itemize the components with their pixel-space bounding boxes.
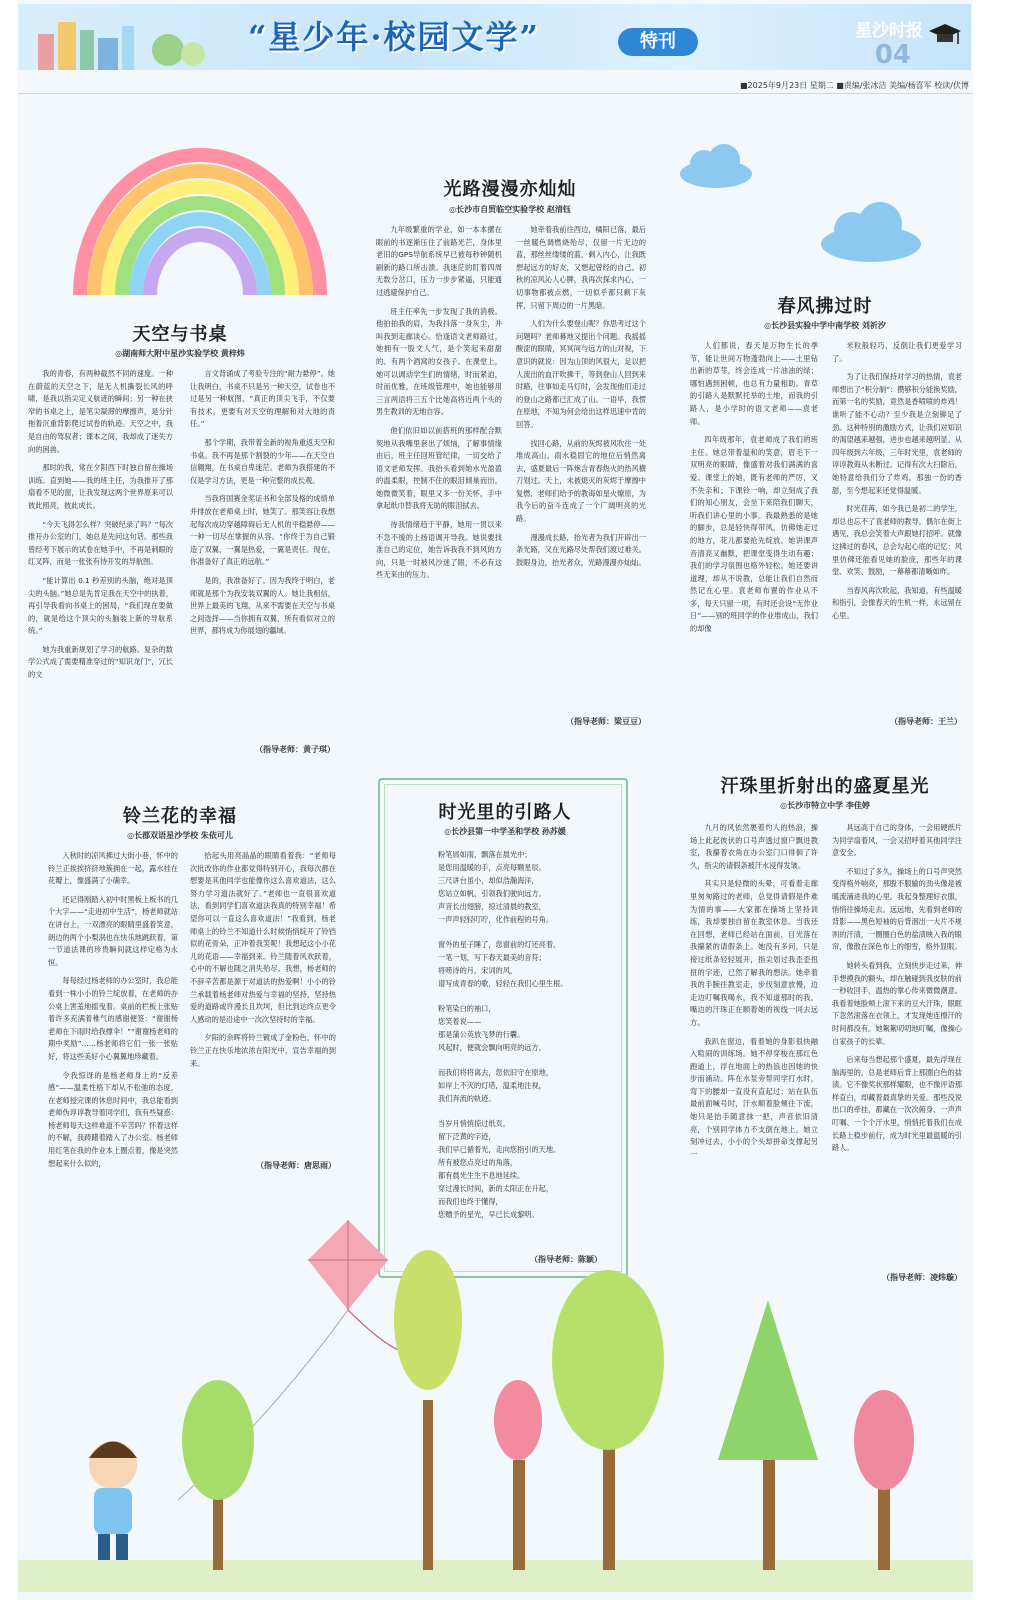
city-skyline-icon	[18, 16, 218, 70]
article-byline: ◎湖南师大附中星沙实验学校 黄梓炜	[115, 349, 245, 358]
poem-line: 都有晨光生生不息地延续。	[438, 1171, 525, 1180]
paragraph: 她转头看到我，立刻快步走过来，伸手想摸我的额头，却在触碰到我皮肤的前一秒收回手，温热的掌心传来微微潮意。我看着她脸颊上滚下来的豆大汗珠，眼眶下忽然滚落在衣领上，才发现她连擦汗的时间都没有。她絮絮叨叨地叮嘱，像操心自家孩子的长辈。	[832, 960, 962, 1046]
article-title: 汗珠里折射出的盛夏星光	[720, 776, 930, 797]
article-title: 时光里的引路人	[438, 802, 572, 823]
paragraph: “能计算出 0.1 秒差别的头脑，绝对是顶尖的头脑。”她总是先肯定我在天空中的执着，再引导我看向书桌上的困局，“我们现在要做的，就是给这个顶尖的头脑装上新的导航系统。”	[28, 575, 173, 636]
paragraph: 是的，我准备好了。因为我终于明白，老师就是那个为我安装双翼的人。她让我相信，世界上最美的飞翔，从来不需要在天空与书桌之间选择——当你拥有双翼，所有看似对立的世界，都将成为你展翅的疆域。	[190, 575, 335, 636]
poem-line: 三尺讲台虽小，却似浩瀚海洋，	[438, 876, 539, 885]
poem-line: 风起时，便就会飘向明亮的远方。	[438, 1043, 546, 1052]
paragraph: “今天飞得怎么样？突破纪录了吗？”每次推开办公室的门，她总是先问这句话。那些我曾经考下展示的试卷在她手中，不再是刺眼的红叉阵，而是一张张有待开发的导航图。	[28, 519, 173, 567]
article-column	[690, 340, 818, 736]
masthead-title: “星少年·校园文学”	[248, 18, 540, 56]
paragraph: 那时的我，常在夕阳西下时独自留在操场训练。直到她——我的班主任，为我推开了那扇看不见的窗，让我发现这两个世界原来可以彼此照亮，彼此成长。	[28, 463, 173, 510]
paragraph: 还记得刚踏入初中时黑板上板书的几个大字——“走进初中生活”，杨老师就站在讲台上，一双漂亮的眼睛里盛着笑意，朗边的两个小梨涡也在快乐地跳跃着，第一节道法课的珍贵瞬间就这样定格为永恒。	[48, 894, 178, 967]
tree-icon	[494, 1380, 542, 1570]
tree-icon	[854, 1390, 914, 1570]
graduation-cap-icon	[927, 18, 963, 54]
paragraph: 找回心路，从前的灰烬被风吹往一处堆成高山。雨水稳固它的地位后悄然离去，盛夏最后一阵炮含青春热火的热风横刀划过。天上，未被熄灭的灰烬于摩擦中复燃，老师们给予的教诲如星火燎原，为我今后的奋斗连成了一个广阔明亮的光路。	[516, 438, 646, 524]
paper-name: 星沙时报	[855, 21, 923, 41]
poem-line: 粉笔屑如雨，飘落在晨光中；	[438, 850, 532, 859]
poem-line: 而我们也终于懂得，	[438, 1197, 503, 1206]
paragraph: 漫漫成长路，抬光者为我们开辟出一条光路，又在光路尽处帮我们渡过难关。鼓眼身边，抬光者众，光路漫漫亦灿灿。	[516, 532, 646, 567]
poem-line: 您笑着说——	[438, 1017, 482, 1026]
poem-line: 当岁月悄悄掠过纸页，	[438, 1119, 510, 1128]
divider-line	[18, 93, 973, 94]
paragraph: 夕阳的余晖将铃兰镀成了金粉色，怀中的铃兰正在快乐地浓浓在阳光中，宣告幸福的到来。	[190, 1033, 336, 1068]
poem-line: 一笔一划，写下春天最美的音符；	[438, 953, 546, 962]
paragraph: 每每经过杨老师的办公室时，我总能看到一株小小的铃兰绽放着，在老师的办公桌上害羞地摇曳着。桌前的栏板上张贴着许多充满着稚气的感谢便签：“谢谢杨老师在下雨时给我撑伞！”“谢谢杨老师的期中奖励”……杨老师将它们一张一张贴好，将这些美好小心翼翼地珍藏着。	[48, 976, 178, 1061]
poem-line: 是您用温暖的手，点亮每颗星辰。	[438, 863, 546, 872]
article-byline: ◎长郡双语星沙学校 朱依可儿	[127, 831, 233, 840]
poem-line: 窗外的星子睡了，您窗前的灯还亮着，	[438, 940, 561, 949]
paragraph: 我趴在窗边，看着她的身影很快融入喧闹的训练场。她不停穿梭在那红色跑道上，浮在地面上的热浪也因她的快步而涌动。阵在水泵旁帮同学打水时，弯下的腰却一直没有直起过；站在队伍最前面喊号时，汗水顺着脸颊往下流，她只是抬手随意抹一把，声音依旧清亮，个别同学体力不支倒在地上，她立刻冲过去，小小的个头却拼命支撑起另一	[690, 1036, 818, 1159]
paragraph: 言文背诵成了考验专注的“耐力悬停”。她让我明白，书桌不只是另一种天空，试卷也不过是另一种航图，“真正的顶尖飞手，不仅要有技术，更要有对天空的理解和对大地的责任。”	[190, 369, 335, 429]
cloud-icon	[676, 140, 756, 190]
bottom-illustration	[18, 1200, 973, 1592]
dateline: ■2025年9月23日 星期二 ■责编/张冰洁 美编/杨喜军 校读/伏博	[740, 81, 970, 90]
paragraph: 不知过了多久，操场上的口号声突然变得格外响亮，那股不服输的劲头像是被暖流涌进我的心里。我起身整理好衣服，悄悄往操场走去。远远地，先看到老师的背影——黑色短袖的后背洇出一大片不规则的汗渍，一圈圈白色的盐渍映入我的眼帘，像散在深色布上的细雪，格外显眼。	[832, 866, 962, 952]
paragraph: 时光荏苒，如今我已是初二的学生，却总也忘不了袁老师的教导。偶尔在街上遇见，我总会笑着大声跟她打招呼。就像这拂过的春风，总会勾起心底的记忆：风里仿佛还能看见她的脸庞，那些年的课堂、欢笑、鼓励，一幕幕都清晰如昨。	[832, 504, 962, 577]
poem-stanza	[438, 938, 608, 990]
paragraph: 米粒般轻巧，反倒让我们更爱学习了。	[832, 341, 962, 363]
article-title: 天空与书桌	[132, 324, 228, 345]
poem-line: 谱写成青春的歌，轻轻在我们心里生根。	[438, 979, 568, 988]
poem-line: 一声声轻轻叮咛，化作前程的号角。	[438, 915, 554, 924]
article-column	[28, 368, 173, 758]
paragraph: 后来每当想起那个盛夏，最先浮现在脑海里的，总是老师后背上那圈白色的盐渍。它不像奖状那样耀眼，也不像评语那样直白，却藏着最真挚的关爱。那些没说出口的牵挂，都藏在一次次俯身、一声声叮嘱、一个个汗水里，悄悄托着我们在成长路上稳步前行，成为时光里最温暖的引路人。	[832, 1055, 962, 1153]
article-column	[190, 368, 335, 738]
article-byline: ◎长沙市特立中学 李佳婷	[780, 801, 870, 810]
paragraph: 他们依旧如以前搭班的那样配合默契地从我嘴里套出了烦恼，了解事情缘由后，班主任回班管纪律，一切交给了语文老师发挥。我抬头看到她水光盈盈的温柔眼，控制不住的眼泪倾巢而出，她微微笑着，眼里又多一份关怀，手中拿起纸巾替我将无助的眼泪拭去。	[376, 425, 502, 511]
rainbow-icon	[70, 130, 330, 300]
article-byline: ◎长沙市自贸临空实验学校 赵清钰	[449, 205, 571, 214]
poem-line: 粉笔染白的袖口，	[438, 1004, 496, 1013]
boy-icon	[89, 1441, 137, 1560]
paragraph: 人们都说，春天是万物生长的季节，能让世间万物蓬勃向上——土里钻出新的草芽，终会连成一片油油的绿；哪怕遇到困顿，也总有力量相助。青草的引路人是默默托举的土地，而我的引路人，是小学时的语文老师——袁老师。	[690, 341, 818, 426]
teacher-credit: （指导老师：梁豆豆）	[566, 717, 646, 726]
paragraph: 为了让我们保持对学习的热情，袁老师想出了“积分制”：攒够积分能换奖励，而第一名的奖励，竟然是香喷喷的炸鸡！谁听了能不心动？至少我是立刻铆足了劲。这种特别的激励方式，让我们对知识的渴望越来越强，进步也越来越明显。从四年级到六年级，三年时光里，袁老师的谆谆教诲从未断过。记得有次大扫除后，她特意给我们分了炸鸡，那独一份的香甜，至今想起来还觉得温暖。	[832, 372, 962, 495]
poem-stanza	[438, 848, 608, 926]
teacher-credit: （指导老师：凌炜璇）	[882, 1273, 962, 1282]
article-column	[190, 850, 336, 1150]
poem-line: 而我们将将离去，您依旧守在原地，	[438, 1068, 554, 1077]
paragraph: 班主任率先一步发现了我的消极。他拍拍我的肩，为我抖落一身灰尘，并叫我到走廊谈心。恰逢语文老师路过，她拥有一股文人气，是个笑起来甜甜的、有两个酒窝的女孩子。在课堂上，她可以调动学生们的情绪，时而紧迫，时而优雅，在班级管理中，她也能够用三言两语将三五个比她高将近两个头的男生教训的无地自容。	[376, 306, 502, 417]
poem-line: 将唠诗的月，宋词的风，	[438, 966, 518, 975]
article-column	[516, 224, 646, 710]
paragraph: 令我惊讶的是杨老师身上的“反差感”——温柔性格下却从不松弛的态度，在老师授完课的休息时间中，我总能看到老师伪谆谆教导着同学们，我有些疑惑：杨老师每天这样难道不辛苦吗？怀着这样的不解，我踌躇着踏入了办公室。杨老师用红笔在我的作业本上圈点着，像是突然想起来什么似的，	[48, 1070, 178, 1168]
article-column	[376, 224, 502, 724]
poem-line: 留下泛黄的字迹，	[438, 1132, 496, 1141]
article-title: 春风拂过时	[777, 296, 873, 317]
poem-line: 声音长出翅膀，掠过清晨的教室，	[438, 902, 546, 911]
poem-stanza	[438, 1002, 608, 1054]
paragraph: 九年级繁重的学业，如一本本摞在眼前的书逐渐压住了前路光芒，身体里老旧的GPS导航系统早已被每秒钟随机刷新的路口所击溃。我迷茫的盯着四周无数分岔口，压力一步步紧逼，只能通过逃避保护自己。	[376, 225, 502, 297]
poem-line: 如岸上不灭的灯塔，温柔地注视，	[438, 1081, 546, 1090]
paragraph: 具远高于自己的身体，一会用硬纸片为同学扇着风，一会又招呼着其他同学注意安全。	[832, 823, 962, 858]
tree-icon	[552, 1270, 664, 1570]
tree-icon	[718, 1300, 818, 1570]
paragraph: 她为我重新规划了学习的航路。复杂的数学公式成了需要精准穿过的“知识龙门”，冗长的文	[28, 644, 173, 680]
paragraph: 其实只是轻微的头晕，可看着走廊里匆匆路过的老师，总觉得请假是件难为情的事——大家都在操场上坚持训练，我却要独自留在教室休息。当我还在回想，老师已经站在面前，目光落在我攥紧的请假条上。她没有多问，只是接过纸条轻轻展开，指尖划过我歪歪扭扭的字迹，已然了解我的想法。她牵着我的手腕往教室走，步伐刻意放慢，边走边叮嘱我喝水，我不知道那时的我，嘴边的汗珠正在顺着她的视线一同去远方。	[690, 879, 818, 1027]
teacher-credit: （指导老师：唐思雨）	[256, 1161, 336, 1170]
special-badge: 特刊	[618, 28, 698, 56]
paragraph: 当我将国赛金奖证书和全部及格的成绩单并排放在老师桌上时，她笑了。那笑容让我想起每次成功穿越障碍后无人机的平稳悬停——一种一切尽在掌握的从容。“你终于为自己锻造了双翼，一翼是热爱，一翼是责任。现在，你准备好了真正的远航。”	[190, 494, 335, 567]
teacher-credit: （指导老师：王兰）	[890, 717, 962, 726]
poem-line: 穿过漫长时间，新的太阳正在升起，	[438, 1184, 554, 1193]
paragraph: 她牵着我前往西边，橘阳已落，最后一丝暖色调燃烧殆尽，仅留一片无边的蓝，那丝丝缕缕的蓝，剩入内心，让我既想起远方的好友，又想起曾经的自己。初秋的凉风沁人心脾，我再次探求内心，一切事物都被点燃，一切似乎都只剩下灰挥，只留下周边的一片黑暗。	[516, 225, 646, 310]
article-column	[832, 340, 962, 710]
paragraph: 入秋时的凉风拂过大街小巷，怀中的铃兰正挨挨挤挤地簇拥在一起，露水挂在花瓣上，像盛满了小确幸。	[48, 851, 178, 886]
article-title: 铃兰花的幸福	[123, 806, 237, 827]
cloud-icon	[816, 196, 926, 266]
poem-line: 我们早已循着光，走向您指引的天地。	[438, 1145, 561, 1154]
teacher-credit: （指导老师：陈颖）	[530, 1255, 602, 1264]
article-column	[48, 850, 178, 1250]
poem-stanza	[438, 1066, 608, 1105]
paragraph: 拾起头用亮晶晶的眼睛看着我：“老师每次批改你的作业都觉得特别开心，我每次都在想要是其他同学也能像你这么喜欢道法，这么努力学习道法就好了。”老师也一直很喜欢道法，看到同学们喜欢道法我真的特别幸福！希望你可以一直这么喜欢道法！”我看到，杨老师桌上的铃兰不知道什么时候悄悄绽开了铃铛似的花骨朵，正冲着我笑呢！我想起这小小花儿的花语——幸福到来。铃兰随着风欢跃着，心中的不解也随之消失殆尽。我想，杨老师的不辞辛苦都是源于对道法的热爱啊！小小的铃兰承载着杨老师对热爱与幸福的坚持，坚持热爱的道路或许漫长且坎坷，但比到达终点更令人感动的是沿途中一次次坚持时的幸福。	[190, 851, 336, 1024]
poem-line: 您站立如帆，引领我们驶向远方。	[438, 889, 546, 898]
page-number: 04	[874, 40, 911, 70]
paragraph: 九月的风依然裹着灼人的热浪，操场上此起彼伏的口号声透过窗户飘进教室，我攥着衣角在办公室门口徘徊了许久，指尖的请假条被汗水浸得发皱。	[690, 823, 818, 870]
teacher-credit: （指导老师：黄子琪）	[255, 745, 335, 754]
tree-icon	[394, 1250, 462, 1570]
poem-line: 所有被您点亮过的角落，	[438, 1158, 518, 1167]
article-byline: ◎长沙县第一中学圣和学校 孙苏媛	[444, 827, 566, 836]
article-title: 光路漫漫亦灿灿	[443, 179, 577, 200]
poem-line: 您赠予的星光，早已长成黎明。	[438, 1210, 539, 1219]
paragraph: 人们为什么要登山呢？你思考过这个问题吗？老师幕地又提出个问题。我摇摇酸涩的眼睛，冥冥间与远方的山对视，下意识的就说：因为山顶的风很大，足以把人流出的血汗吹拂干，等到登山人回到来时路，往事如走马灯时，会发现他们走过的登山之路都已汇成了山。一语毕，我愣在原地，不知为何会给出这样迅速中肯的回答。	[516, 319, 646, 429]
paragraph: 四年级那年，袁老师成了我们的班主任。她总带着温和的笑意，眉毛下一双明亮的眼睛，像盛着对我们满满的喜爱。课堂上的她，既有老师的严厉，又不失亲和；下课铃一响，却立刻成了我们的知心朋友，会坐下来陪我们聊天，听我们讲心里的小事。我最熟悉的是她的脚步，总是轻快得带风，仿佛她走过的地方，花儿都要抢先绽放。她讲课声音清亮又幽默，把课堂变得生动有趣；我们的学习氛围也格外轻松。她还要讲道理，却从不说教，总能让我们自然而然记在心里。袁老师布置的作业从不多，每天只留一项，有时还会设“无作业日”——别的班同学的作业堆成山，我们的却像	[690, 435, 818, 634]
paragraph: 那个学期，我带着全新的视角重返天空和书桌。我不再是那个割裂的少年——在天空自信翱翔，在书桌自卑迷茫。老师为我搭建的不仅是学习方法，更是一种完整的成长观。	[190, 437, 335, 485]
poem-line: 那是蒲公英放飞梦的行囊。	[438, 1030, 525, 1039]
poem-line: 我们奔流的轨迹。	[438, 1094, 496, 1103]
masthead-banner	[18, 4, 971, 70]
poem-body	[438, 848, 608, 1233]
paragraph: 待我情绪趋于平静，她用一贯以来不急不缓的上扬语调开导我。她说要找准自己的定位，她告诉我我不到风的方向，只是一时被风沙迷了眼，不必有这些无来由的压力。	[376, 520, 502, 580]
paragraph: 我的青春，有两种截然不同的速度。一种在蔚蓝的天空之下，是无人机撕裂长风的呼啸，是我以指尖定义航迹的瞬间；另一种在狭窄的书桌之上，是笔尖凝滞的摩擦声，是分针拖着沉重背影爬过试卷的轨迹。天空之中，我是自由的驾驭者；课本之间，我却成了迷失方向的困兽。	[28, 369, 173, 454]
paragraph: 当春风再次吹起，我知道，有些温暖和指引，会像春天的生机一样，永远留在心里。	[832, 585, 962, 620]
article-byline: ◎长沙县实验中学中南学校 刘祈汐	[764, 321, 886, 330]
tree-icon	[182, 1380, 254, 1570]
